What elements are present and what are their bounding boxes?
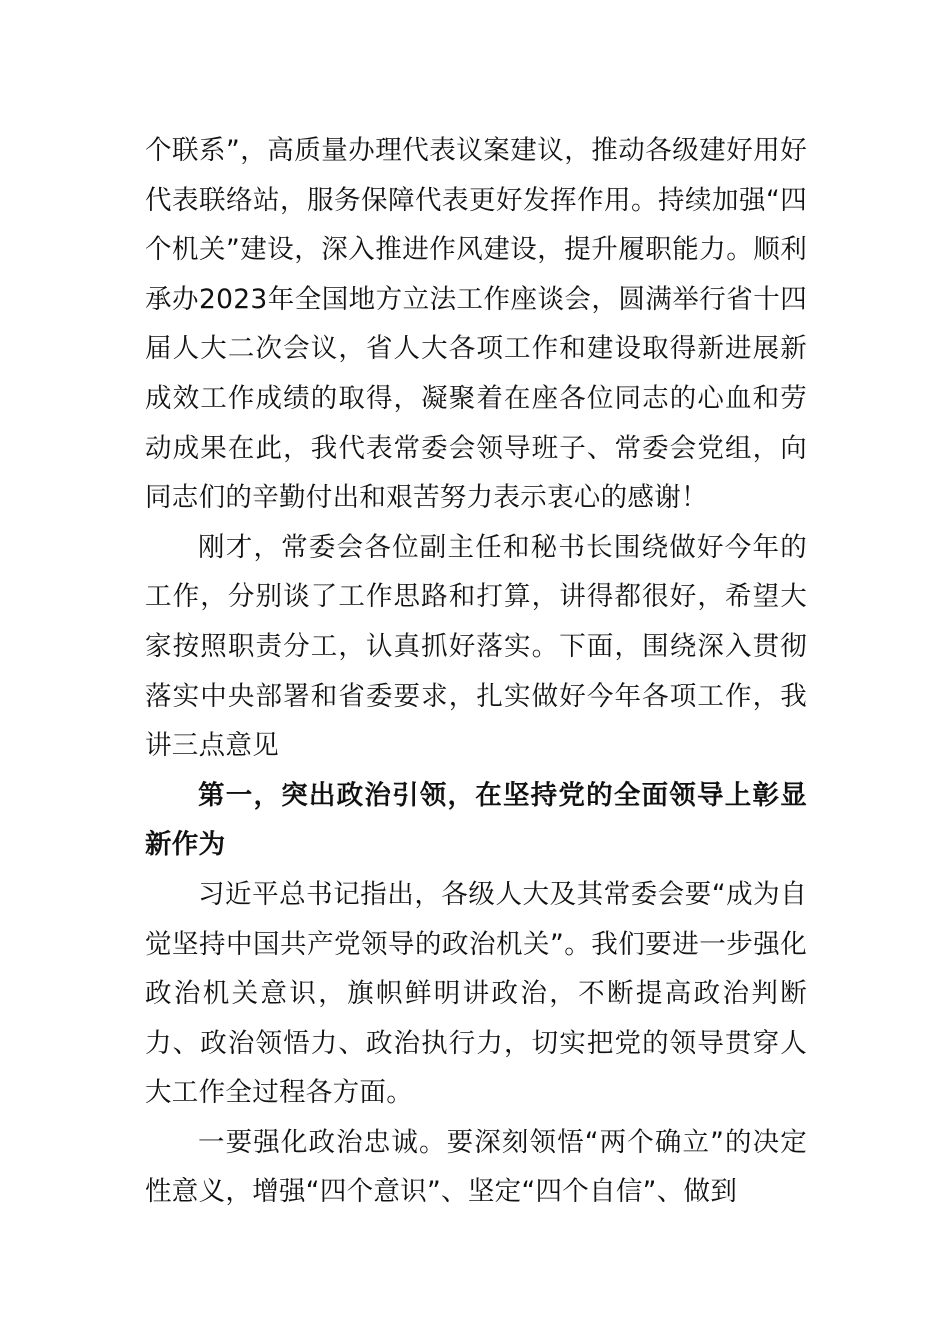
section-heading: 第一，突出政治引领，在坚持党的全面领导上彰显新作为 bbox=[145, 779, 807, 861]
paragraph-quote: 习近平总书记指出，各级人大及其常委会要“成为自觉坚持中国共产党领导的政治机关”。我们要进一步强化政治机关意识，旗帜鲜明讲政治，不断提高政治判断力、政治领悟力、政治执行力，切实把党的领导贯穿人大工作全过程各方面。 bbox=[145, 878, 807, 1109]
paragraph-continuation: 个联系”，高质量办理代表议案建议，推动各级建好用好代表联络站，服务保障代表更好发挥作用。持续加强“四个机关”建设，深入推进作风建设，提升履职能力。顺利承办2023年全国地方立法工作座谈会，圆满举行省十四届人大二次会议，省人大各项工作和建设取得新进展新成效工作成绩的取得，凝聚着在座各位同志的心血和劳动成果在此，我代表常委会领导班子、常委会党组，向同志们的辛勤付出和艰苦努力表示衷心的感谢！ bbox=[145, 135, 807, 514]
paragraph-point-one: 一要强化政治忠诚。要深刻领悟“两个确立”的决定性意义，增强“四个意识”、坚定“四个自信”、做到 bbox=[145, 1126, 807, 1208]
document-body bbox=[145, 126, 807, 1217]
paragraph-introduction: 刚才，常委会各位副主任和秘书长围绕做好今年的工作，分别谈了工作思路和打算，讲得都很好，希望大家按照职责分工，认真抓好落实。下面，围绕深入贯彻落实中央部署和省委要求，扎实做好今年各项工作，我讲三点意见 bbox=[145, 531, 807, 762]
